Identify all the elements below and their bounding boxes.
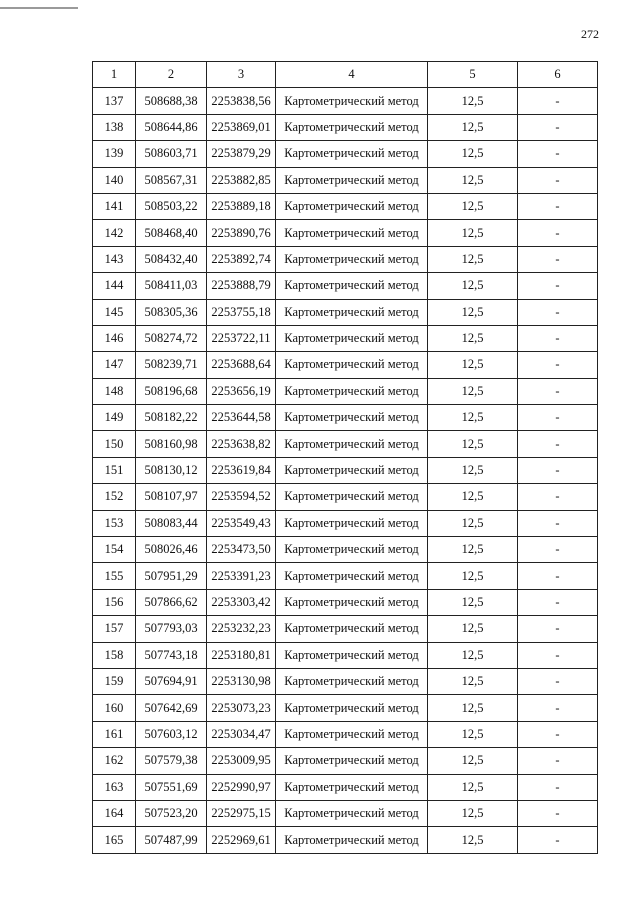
table-header-row [93, 62, 598, 88]
note-cell: - [518, 88, 598, 114]
y-coordinate-cell: 2253722,11 [207, 325, 276, 351]
accuracy-cell: 12,5 [428, 273, 518, 299]
column-header: 3 [207, 62, 276, 88]
accuracy-cell: 12,5 [428, 378, 518, 404]
point-number-cell: 158 [93, 642, 136, 668]
method-cell: Картометрический метод [276, 668, 428, 694]
method-cell: Картометрический метод [276, 167, 428, 193]
column-header: 6 [518, 62, 598, 88]
x-coordinate-cell: 508305,36 [136, 299, 207, 325]
point-number-cell: 146 [93, 325, 136, 351]
table-row [93, 273, 598, 299]
note-cell: - [518, 721, 598, 747]
accuracy-cell: 12,5 [428, 193, 518, 219]
y-coordinate-cell: 2253644,58 [207, 405, 276, 431]
note-cell: - [518, 141, 598, 167]
y-coordinate-cell: 2253232,23 [207, 616, 276, 642]
table-row [93, 721, 598, 747]
y-coordinate-cell: 2253892,74 [207, 246, 276, 272]
table-row [93, 510, 598, 536]
method-cell: Картометрический метод [276, 721, 428, 747]
x-coordinate-cell: 508160,98 [136, 431, 207, 457]
point-number-cell: 152 [93, 484, 136, 510]
x-coordinate-cell: 507603,12 [136, 721, 207, 747]
table-row [93, 431, 598, 457]
accuracy-cell: 12,5 [428, 721, 518, 747]
y-coordinate-cell: 2253034,47 [207, 721, 276, 747]
y-coordinate-cell: 2253755,18 [207, 299, 276, 325]
table-row [93, 484, 598, 510]
x-coordinate-cell: 507793,03 [136, 616, 207, 642]
y-coordinate-cell: 2253888,79 [207, 273, 276, 299]
method-cell: Картометрический метод [276, 800, 428, 826]
y-coordinate-cell: 2253009,95 [207, 748, 276, 774]
note-cell: - [518, 457, 598, 483]
y-coordinate-cell: 2253073,23 [207, 695, 276, 721]
point-number-cell: 156 [93, 589, 136, 615]
accuracy-cell: 12,5 [428, 800, 518, 826]
x-coordinate-cell: 507951,29 [136, 563, 207, 589]
method-cell: Картометрический метод [276, 774, 428, 800]
method-cell: Картометрический метод [276, 246, 428, 272]
accuracy-cell: 12,5 [428, 352, 518, 378]
x-coordinate-cell: 508130,12 [136, 457, 207, 483]
y-coordinate-cell: 2253879,29 [207, 141, 276, 167]
x-coordinate-cell: 508107,97 [136, 484, 207, 510]
note-cell: - [518, 246, 598, 272]
accuracy-cell: 12,5 [428, 589, 518, 615]
x-coordinate-cell: 508644,86 [136, 114, 207, 140]
table-row [93, 589, 598, 615]
point-number-cell: 151 [93, 457, 136, 483]
note-cell: - [518, 273, 598, 299]
note-cell: - [518, 378, 598, 404]
note-cell: - [518, 431, 598, 457]
y-coordinate-cell: 2253594,52 [207, 484, 276, 510]
note-cell: - [518, 537, 598, 563]
point-number-cell: 148 [93, 378, 136, 404]
method-cell: Картометрический метод [276, 748, 428, 774]
table-row [93, 457, 598, 483]
note-cell: - [518, 220, 598, 246]
accuracy-cell: 12,5 [428, 668, 518, 694]
method-cell: Картометрический метод [276, 457, 428, 483]
column-header: 1 [93, 62, 136, 88]
method-cell: Картометрический метод [276, 299, 428, 325]
y-coordinate-cell: 2253838,56 [207, 88, 276, 114]
table-row [93, 748, 598, 774]
x-coordinate-cell: 508468,40 [136, 220, 207, 246]
accuracy-cell: 12,5 [428, 246, 518, 272]
table-row [93, 378, 598, 404]
accuracy-cell: 12,5 [428, 484, 518, 510]
table-row [93, 616, 598, 642]
method-cell: Картометрический метод [276, 325, 428, 351]
column-header: 4 [276, 62, 428, 88]
accuracy-cell: 12,5 [428, 431, 518, 457]
accuracy-cell: 12,5 [428, 325, 518, 351]
accuracy-cell: 12,5 [428, 141, 518, 167]
method-cell: Картометрический метод [276, 220, 428, 246]
table-row [93, 114, 598, 140]
accuracy-cell: 12,5 [428, 616, 518, 642]
accuracy-cell: 12,5 [428, 642, 518, 668]
method-cell: Картометрический метод [276, 510, 428, 536]
x-coordinate-cell: 508567,31 [136, 167, 207, 193]
table-row [93, 800, 598, 826]
note-cell: - [518, 668, 598, 694]
table-row [93, 774, 598, 800]
accuracy-cell: 12,5 [428, 748, 518, 774]
column-header: 5 [428, 62, 518, 88]
x-coordinate-cell: 507743,18 [136, 642, 207, 668]
method-cell: Картометрический метод [276, 405, 428, 431]
method-cell: Картометрический метод [276, 141, 428, 167]
y-coordinate-cell: 2253656,19 [207, 378, 276, 404]
y-coordinate-cell: 2252990,97 [207, 774, 276, 800]
point-number-cell: 161 [93, 721, 136, 747]
point-number-cell: 155 [93, 563, 136, 589]
accuracy-cell: 12,5 [428, 563, 518, 589]
y-coordinate-cell: 2252969,61 [207, 827, 276, 853]
y-coordinate-cell: 2253889,18 [207, 193, 276, 219]
point-number-cell: 140 [93, 167, 136, 193]
point-number-cell: 138 [93, 114, 136, 140]
x-coordinate-cell: 508274,72 [136, 325, 207, 351]
y-coordinate-cell: 2253391,23 [207, 563, 276, 589]
page-number: 272 [581, 27, 599, 41]
method-cell: Картометрический метод [276, 431, 428, 457]
table-row [93, 299, 598, 325]
accuracy-cell: 12,5 [428, 774, 518, 800]
point-number-cell: 165 [93, 827, 136, 853]
note-cell: - [518, 642, 598, 668]
method-cell: Картометрический метод [276, 193, 428, 219]
y-coordinate-cell: 2253638,82 [207, 431, 276, 457]
x-coordinate-cell: 507579,38 [136, 748, 207, 774]
note-cell: - [518, 167, 598, 193]
accuracy-cell: 12,5 [428, 88, 518, 114]
note-cell: - [518, 510, 598, 536]
method-cell: Картометрический метод [276, 616, 428, 642]
table-row [93, 88, 598, 114]
method-cell: Картометрический метод [276, 352, 428, 378]
x-coordinate-cell: 507866,62 [136, 589, 207, 615]
table-row [93, 167, 598, 193]
point-number-cell: 162 [93, 748, 136, 774]
note-cell: - [518, 193, 598, 219]
note-cell: - [518, 484, 598, 510]
y-coordinate-cell: 2253473,50 [207, 537, 276, 563]
point-number-cell: 144 [93, 273, 136, 299]
y-coordinate-cell: 2253303,42 [207, 589, 276, 615]
coordinates-table [92, 61, 598, 854]
method-cell: Картометрический метод [276, 695, 428, 721]
table-row [93, 537, 598, 563]
note-cell: - [518, 299, 598, 325]
x-coordinate-cell: 507523,20 [136, 800, 207, 826]
x-coordinate-cell: 508603,71 [136, 141, 207, 167]
x-coordinate-cell: 508688,38 [136, 88, 207, 114]
y-coordinate-cell: 2253619,84 [207, 457, 276, 483]
table-row [93, 827, 598, 853]
y-coordinate-cell: 2253688,64 [207, 352, 276, 378]
point-number-cell: 159 [93, 668, 136, 694]
table-row [93, 193, 598, 219]
method-cell: Картометрический метод [276, 642, 428, 668]
note-cell: - [518, 800, 598, 826]
point-number-cell: 163 [93, 774, 136, 800]
table-row [93, 405, 598, 431]
accuracy-cell: 12,5 [428, 457, 518, 483]
table-body [93, 88, 598, 853]
point-number-cell: 154 [93, 537, 136, 563]
y-coordinate-cell: 2253890,76 [207, 220, 276, 246]
table-row [93, 563, 598, 589]
point-number-cell: 153 [93, 510, 136, 536]
point-number-cell: 164 [93, 800, 136, 826]
note-cell: - [518, 748, 598, 774]
accuracy-cell: 12,5 [428, 695, 518, 721]
accuracy-cell: 12,5 [428, 220, 518, 246]
y-coordinate-cell: 2252975,15 [207, 800, 276, 826]
accuracy-cell: 12,5 [428, 827, 518, 853]
point-number-cell: 137 [93, 88, 136, 114]
point-number-cell: 150 [93, 431, 136, 457]
table-row [93, 220, 598, 246]
y-coordinate-cell: 2253130,98 [207, 668, 276, 694]
table-row [93, 246, 598, 272]
note-cell: - [518, 589, 598, 615]
method-cell: Картометрический метод [276, 589, 428, 615]
method-cell: Картометрический метод [276, 484, 428, 510]
scan-edge-mark [0, 7, 78, 9]
point-number-cell: 147 [93, 352, 136, 378]
point-number-cell: 145 [93, 299, 136, 325]
point-number-cell: 139 [93, 141, 136, 167]
x-coordinate-cell: 507551,69 [136, 774, 207, 800]
method-cell: Картометрический метод [276, 88, 428, 114]
accuracy-cell: 12,5 [428, 510, 518, 536]
x-coordinate-cell: 508026,46 [136, 537, 207, 563]
x-coordinate-cell: 508182,22 [136, 405, 207, 431]
y-coordinate-cell: 2253549,43 [207, 510, 276, 536]
accuracy-cell: 12,5 [428, 167, 518, 193]
table-row [93, 325, 598, 351]
method-cell: Картометрический метод [276, 563, 428, 589]
method-cell: Картометрический метод [276, 114, 428, 140]
method-cell: Картометрический метод [276, 378, 428, 404]
point-number-cell: 143 [93, 246, 136, 272]
method-cell: Картометрический метод [276, 273, 428, 299]
accuracy-cell: 12,5 [428, 114, 518, 140]
note-cell: - [518, 352, 598, 378]
note-cell: - [518, 695, 598, 721]
accuracy-cell: 12,5 [428, 537, 518, 563]
note-cell: - [518, 325, 598, 351]
note-cell: - [518, 616, 598, 642]
x-coordinate-cell: 508432,40 [136, 246, 207, 272]
x-coordinate-cell: 508196,68 [136, 378, 207, 404]
point-number-cell: 160 [93, 695, 136, 721]
point-number-cell: 142 [93, 220, 136, 246]
x-coordinate-cell: 507487,99 [136, 827, 207, 853]
point-number-cell: 149 [93, 405, 136, 431]
accuracy-cell: 12,5 [428, 299, 518, 325]
y-coordinate-cell: 2253869,01 [207, 114, 276, 140]
x-coordinate-cell: 508503,22 [136, 193, 207, 219]
table-row [93, 668, 598, 694]
table-row [93, 141, 598, 167]
table-row [93, 642, 598, 668]
x-coordinate-cell: 508411,03 [136, 273, 207, 299]
table-row [93, 695, 598, 721]
note-cell: - [518, 563, 598, 589]
point-number-cell: 157 [93, 616, 136, 642]
note-cell: - [518, 827, 598, 853]
accuracy-cell: 12,5 [428, 405, 518, 431]
note-cell: - [518, 405, 598, 431]
x-coordinate-cell: 507694,91 [136, 668, 207, 694]
column-header: 2 [136, 62, 207, 88]
x-coordinate-cell: 507642,69 [136, 695, 207, 721]
x-coordinate-cell: 508083,44 [136, 510, 207, 536]
table-row [93, 352, 598, 378]
point-number-cell: 141 [93, 193, 136, 219]
note-cell: - [518, 774, 598, 800]
note-cell: - [518, 114, 598, 140]
method-cell: Картометрический метод [276, 827, 428, 853]
y-coordinate-cell: 2253882,85 [207, 167, 276, 193]
x-coordinate-cell: 508239,71 [136, 352, 207, 378]
y-coordinate-cell: 2253180,81 [207, 642, 276, 668]
method-cell: Картометрический метод [276, 537, 428, 563]
